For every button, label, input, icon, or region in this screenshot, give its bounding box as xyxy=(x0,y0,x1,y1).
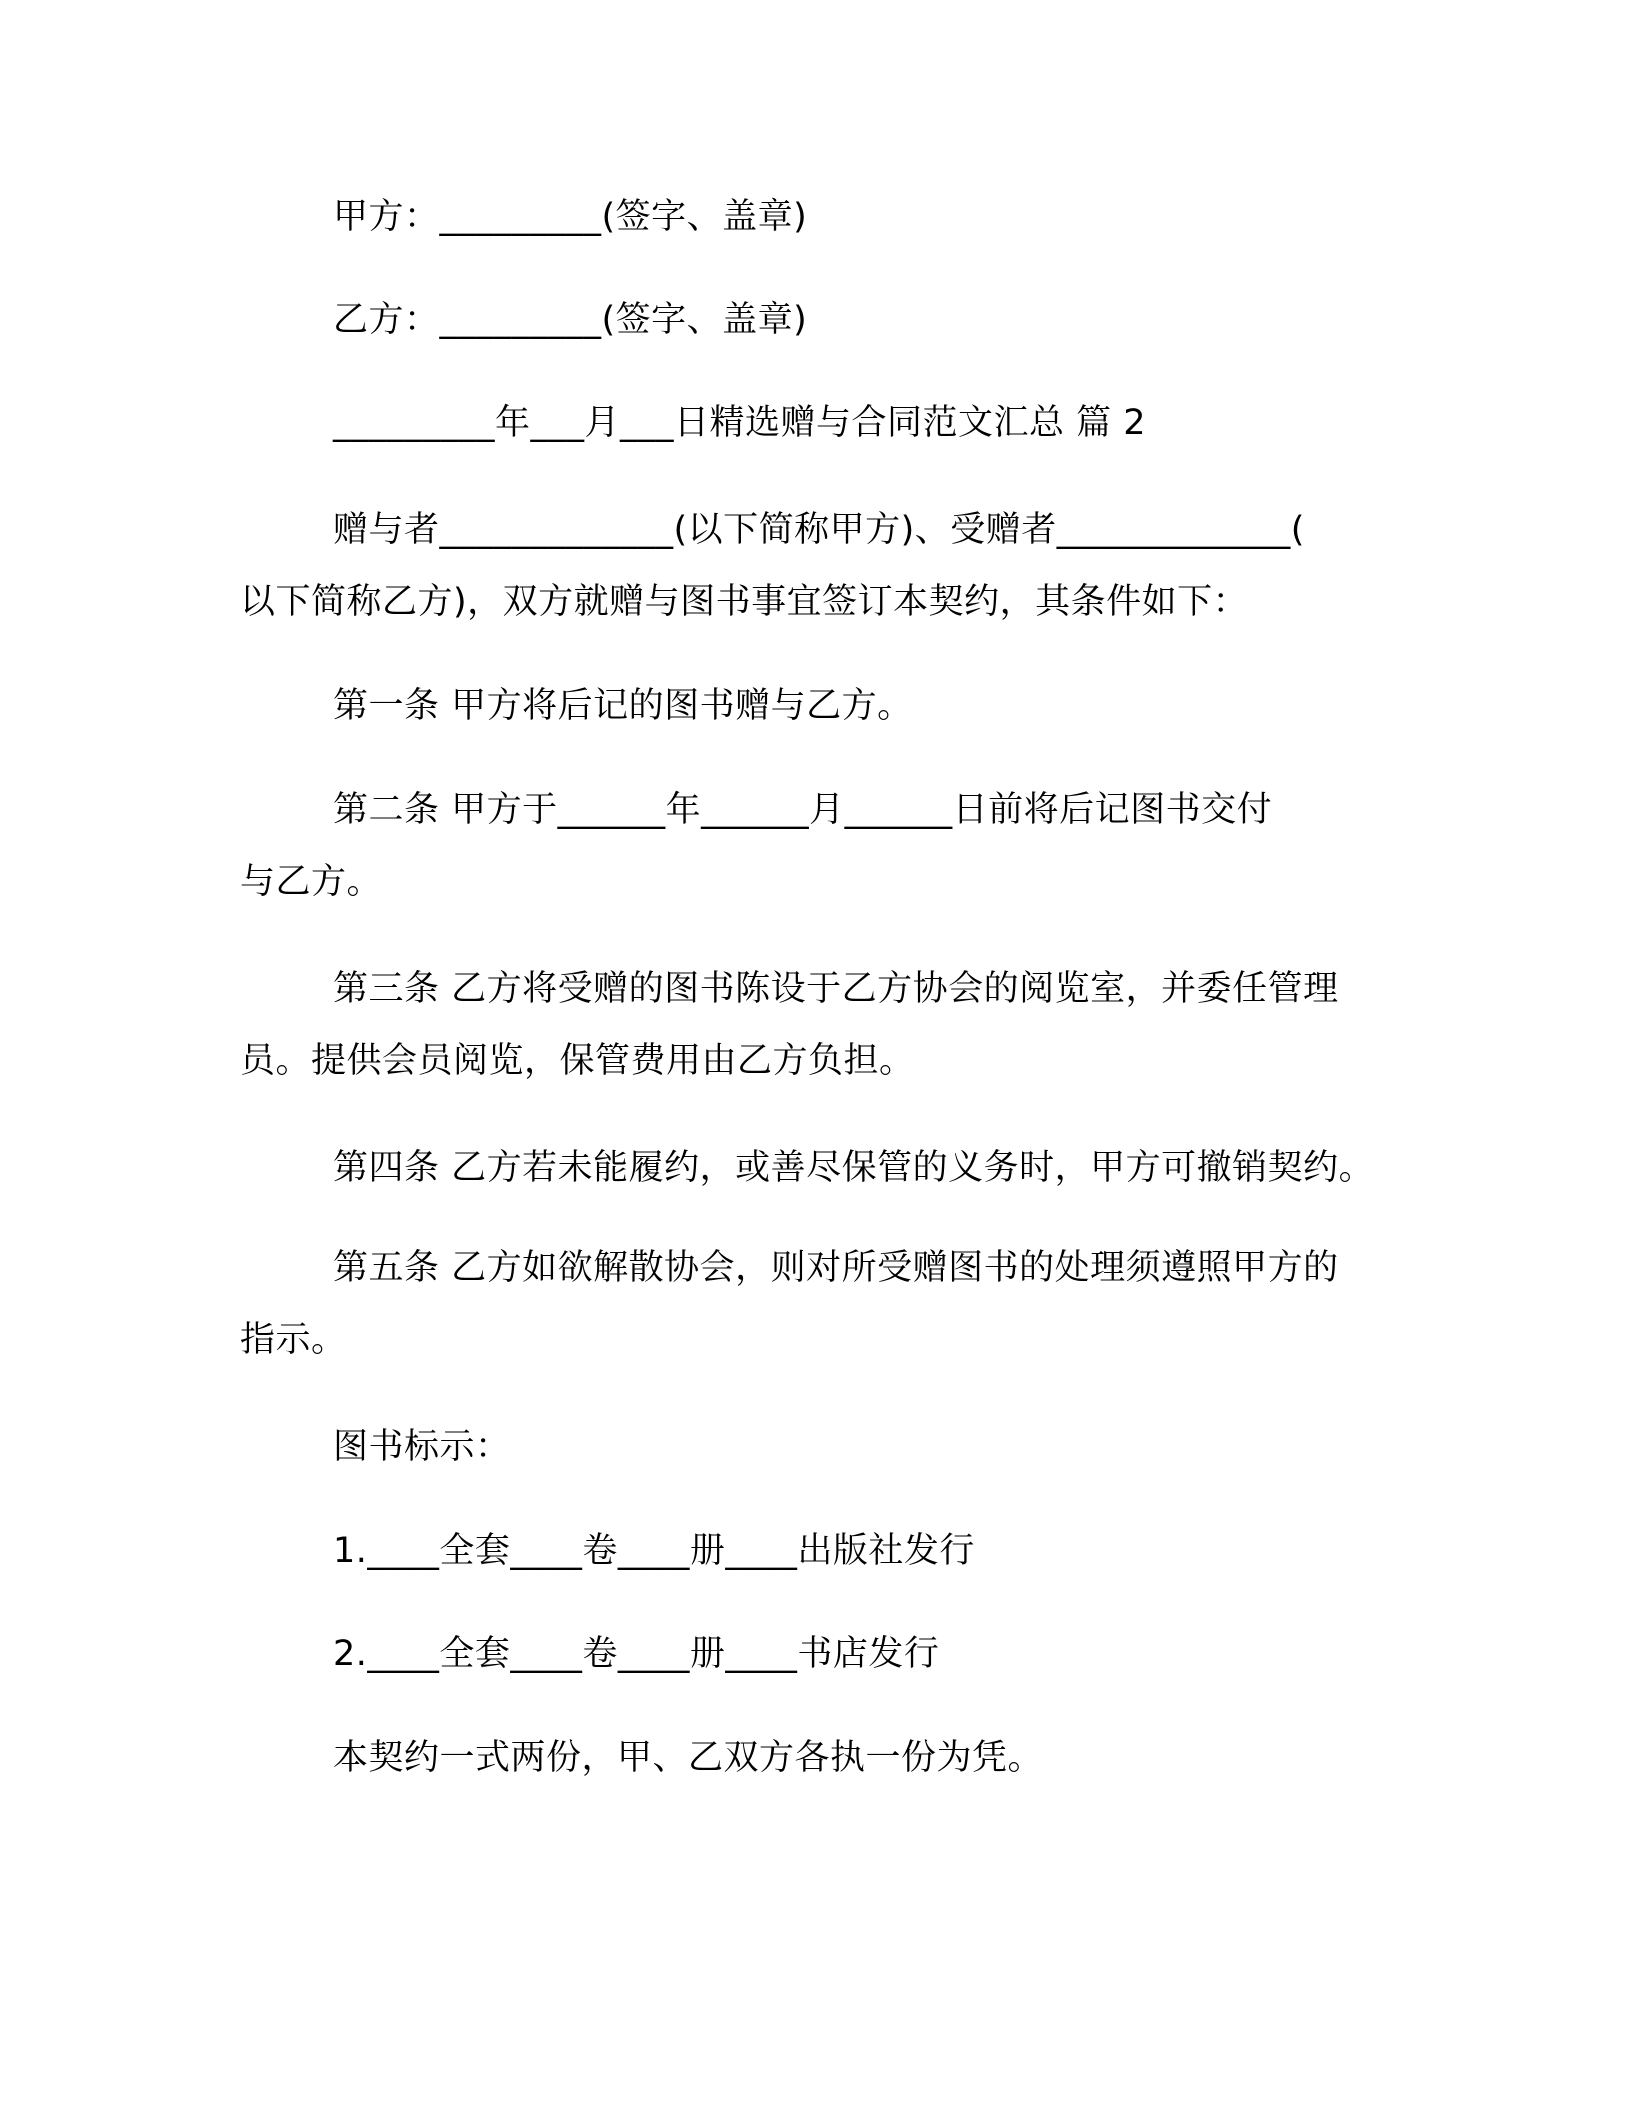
closing-statement: 本契约一式两份，甲、乙双方各执一份为凭。 xyxy=(333,1738,1044,1778)
date-and-heading: _________年___月___日精选赠与合同范文汇总 篇 2 xyxy=(333,403,1147,443)
article-4: 第四条 乙方若未能履约，或善尽保管的义务时，甲方可撤销契约。 xyxy=(333,1148,1375,1188)
article-5-line-1: 第五条 乙方如欲解散协会，则对所受赠图书的处理须遵照甲方的 xyxy=(333,1248,1339,1288)
book-item-2: 2.____全套____卷____册____书店发行 xyxy=(333,1634,940,1674)
signature-party-b: 乙方：_________(签字、盖章) xyxy=(333,300,808,340)
article-1: 第一条 甲方将后记的图书赠与乙方。 xyxy=(333,686,913,726)
books-label: 图书标示： xyxy=(333,1427,511,1467)
intro-line-2: 以下简称乙方)，双方就赠与图书事宜签订本契约，其条件如下： xyxy=(240,582,1249,622)
article-3-line-1: 第三条 乙方将受赠的图书陈设于乙方协会的阅览室，并委任管理 xyxy=(333,969,1339,1009)
intro-line-1: 赠与者_____________(以下简称甲方)、受赠者_____________( xyxy=(333,510,1305,550)
article-2-line-2: 与乙方。 xyxy=(240,862,383,902)
article-5-line-2: 指示。 xyxy=(240,1320,347,1360)
signature-party-a: 甲方：_________(签字、盖章) xyxy=(333,197,808,237)
article-3-line-2: 员。提供会员阅览，保管费用由乙方负担。 xyxy=(240,1041,915,1081)
book-item-1: 1.____全套____卷____册____出版社发行 xyxy=(333,1531,975,1571)
article-2-line-1: 第二条 甲方于______年______月______日前将后记图书交付 xyxy=(333,790,1273,830)
